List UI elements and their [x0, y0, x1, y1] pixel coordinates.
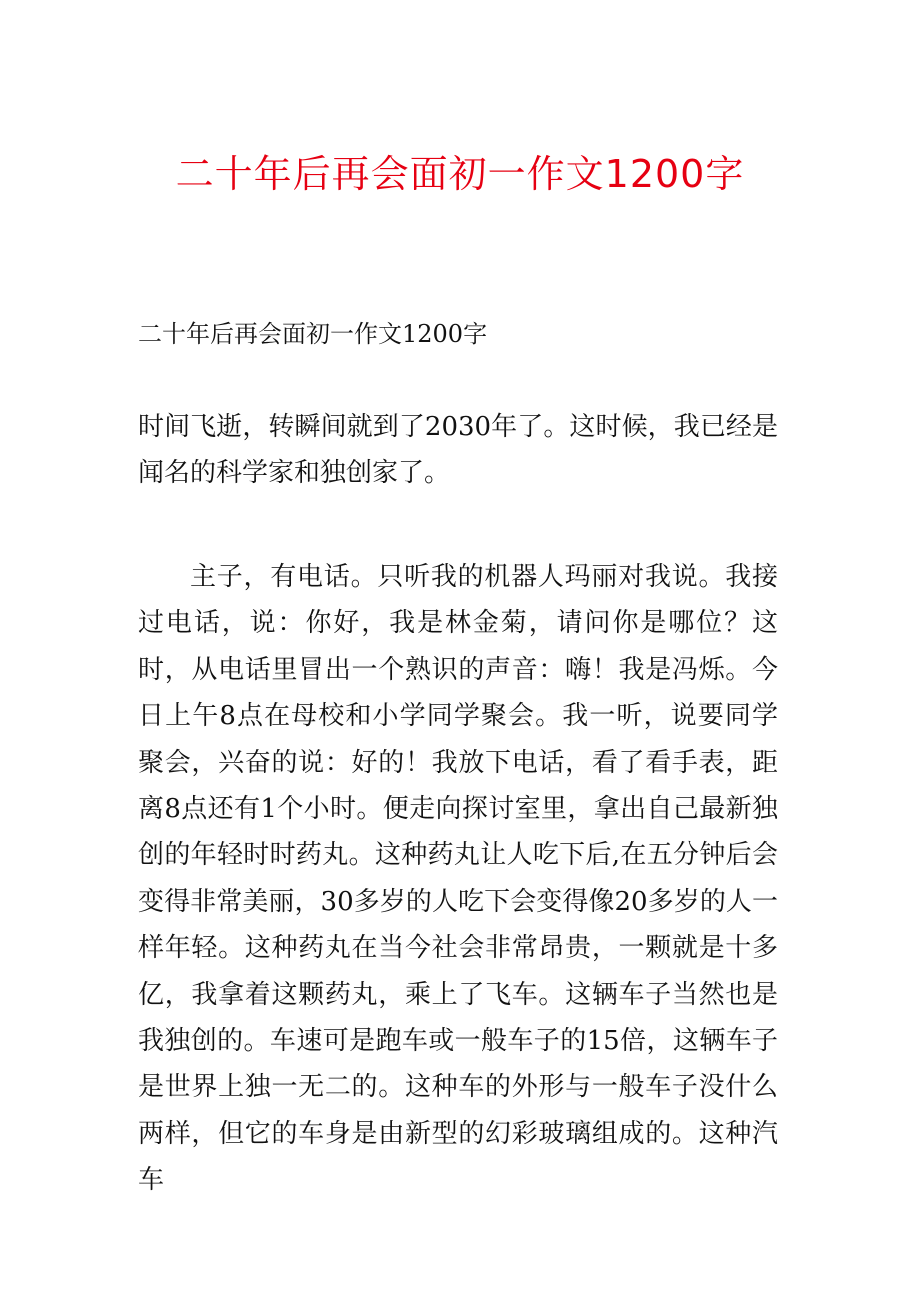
- paragraph-intro: 时间飞逝，转瞬间就到了2030年了。这时候，我已经是闻名的科学家和独创家了。: [138, 412, 778, 489]
- paragraph-body: 主子，有电话。只听我的机器人玛丽对我说。我接过电话，说：你好，我是林金菊，请问你是哪位？这时，从电话里冒出一个熟识的声音：嗨！我是冯烁。今日上午8点在母校和小学同学聚会。我一听，说要同学聚会，兴奋的说：好的！我放下电话，看了看手表，距离8点还有1个小时。便走向探讨室里，拿出自己最新独创的年轻时时药丸。这种药丸让人吃下后,在五分钟后会变得非常美丽，30多岁的人吃下会变得像20多岁的人一样年轻。这种药丸在当今社会非常昂贵，一颗就是十多亿，我拿着这颗药丸，乘上了飞车。这辆车子当然也是我独创的。车速可是跑车或一般车子的15倍，这辆车子是世界上独一无二的。这种车的外形与一般车子没什么两样，但它的车身是由新型的幻彩玻璃组成的。这种汽车: [138, 562, 778, 1196]
- document-title: 二十年后再会面初一作文1200字: [175, 152, 745, 196]
- article-heading: 二十年后再会面初一作文1200字: [138, 320, 488, 348]
